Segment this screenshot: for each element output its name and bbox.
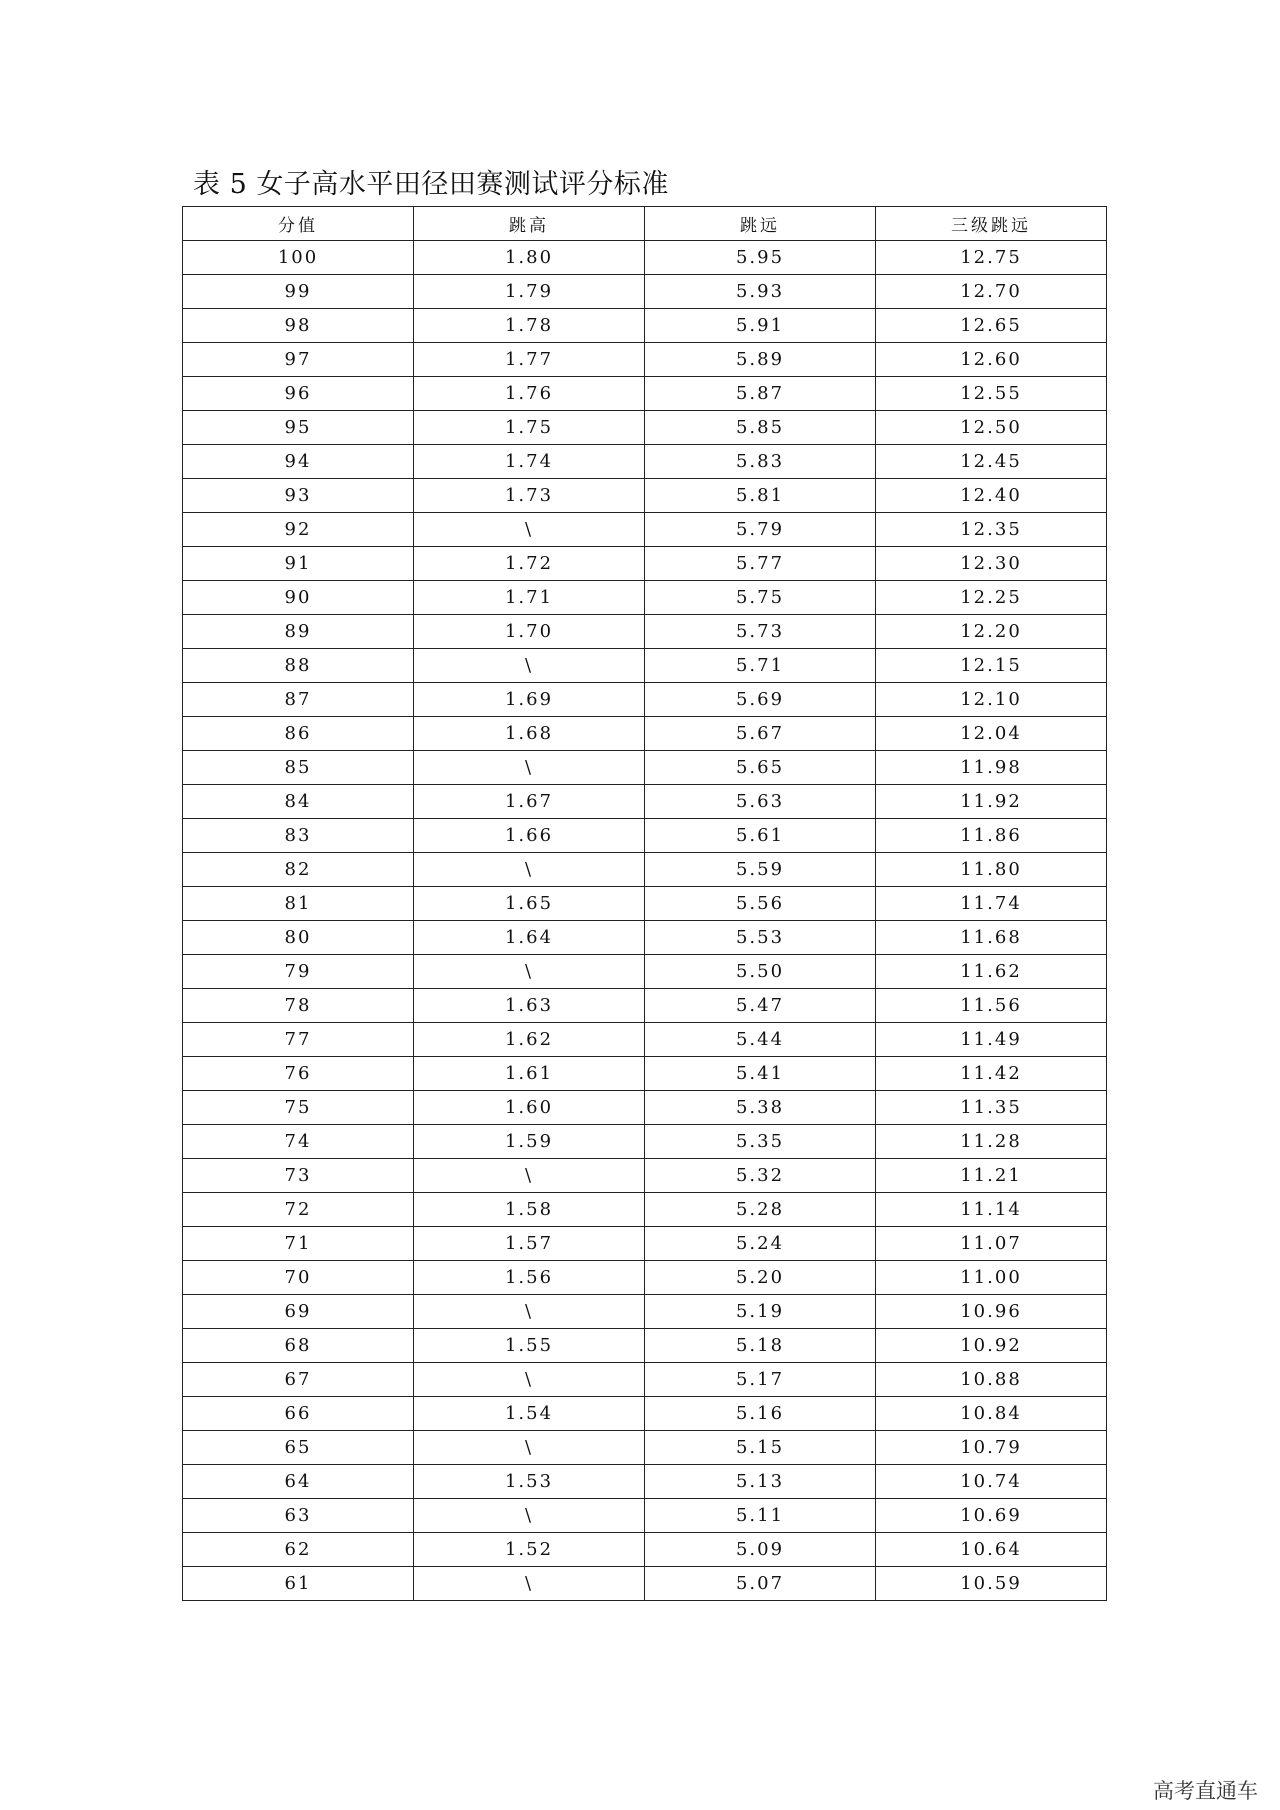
table-row <box>183 751 1107 785</box>
score-cell: 61 <box>183 1567 414 1601</box>
triple-jump-cell: 12.55 <box>876 377 1107 411</box>
triple-jump-cell: 12.20 <box>876 615 1107 649</box>
triple-jump-cell: 10.84 <box>876 1397 1107 1431</box>
score-cell: 81 <box>183 887 414 921</box>
high-jump-cell: 1.55 <box>414 1329 645 1363</box>
long-jump-cell: 5.16 <box>645 1397 876 1431</box>
long-jump-cell: 5.38 <box>645 1091 876 1125</box>
long-jump-cell: 5.53 <box>645 921 876 955</box>
table-caption: 表 5 女子高水平田径田赛测试评分标准 <box>193 169 669 200</box>
high-jump-cell: 1.80 <box>414 241 645 275</box>
high-jump-cell: \ <box>414 1295 645 1329</box>
long-jump-cell: 5.20 <box>645 1261 876 1295</box>
score-cell: 78 <box>183 989 414 1023</box>
score-cell: 84 <box>183 785 414 819</box>
triple-jump-cell: 10.74 <box>876 1465 1107 1499</box>
table-row <box>183 649 1107 683</box>
triple-jump-cell: 10.88 <box>876 1363 1107 1397</box>
long-jump-cell: 5.85 <box>645 411 876 445</box>
high-jump-cell: 1.73 <box>414 479 645 513</box>
long-jump-cell: 5.63 <box>645 785 876 819</box>
triple-jump-cell: 11.28 <box>876 1125 1107 1159</box>
long-jump-cell: 5.61 <box>645 819 876 853</box>
table-row <box>183 1023 1107 1057</box>
table-row <box>183 377 1107 411</box>
long-jump-cell: 5.35 <box>645 1125 876 1159</box>
high-jump-cell: 1.75 <box>414 411 645 445</box>
high-jump-cell: 1.71 <box>414 581 645 615</box>
table-row <box>183 1431 1107 1465</box>
triple-jump-cell: 12.60 <box>876 343 1107 377</box>
long-jump-cell: 5.56 <box>645 887 876 921</box>
triple-jump-cell: 12.35 <box>876 513 1107 547</box>
long-jump-cell: 5.89 <box>645 343 876 377</box>
triple-jump-cell: 12.25 <box>876 581 1107 615</box>
triple-jump-cell: 10.79 <box>876 1431 1107 1465</box>
high-jump-cell: \ <box>414 1567 645 1601</box>
long-jump-cell: 5.77 <box>645 547 876 581</box>
long-jump-cell: 5.15 <box>645 1431 876 1465</box>
header-triple-jump: 三级跳远 <box>876 207 1107 241</box>
score-cell: 95 <box>183 411 414 445</box>
long-jump-cell: 5.07 <box>645 1567 876 1601</box>
table-header-row <box>183 207 1107 241</box>
high-jump-cell: 1.65 <box>414 887 645 921</box>
long-jump-cell: 5.09 <box>645 1533 876 1567</box>
high-jump-cell: 1.72 <box>414 547 645 581</box>
table-row <box>183 581 1107 615</box>
table-row <box>183 241 1107 275</box>
high-jump-cell: 1.66 <box>414 819 645 853</box>
score-cell: 100 <box>183 241 414 275</box>
long-jump-cell: 5.41 <box>645 1057 876 1091</box>
long-jump-cell: 5.91 <box>645 309 876 343</box>
long-jump-cell: 5.73 <box>645 615 876 649</box>
high-jump-cell: 1.58 <box>414 1193 645 1227</box>
score-cell: 73 <box>183 1159 414 1193</box>
long-jump-cell: 5.69 <box>645 683 876 717</box>
high-jump-cell: 1.79 <box>414 275 645 309</box>
high-jump-cell: 1.53 <box>414 1465 645 1499</box>
triple-jump-cell: 11.21 <box>876 1159 1107 1193</box>
high-jump-cell: \ <box>414 955 645 989</box>
table-row <box>183 547 1107 581</box>
high-jump-cell: 1.62 <box>414 1023 645 1057</box>
high-jump-cell: 1.52 <box>414 1533 645 1567</box>
triple-jump-cell: 10.64 <box>876 1533 1107 1567</box>
triple-jump-cell: 12.30 <box>876 547 1107 581</box>
high-jump-cell: 1.69 <box>414 683 645 717</box>
triple-jump-cell: 11.14 <box>876 1193 1107 1227</box>
table-row <box>183 1499 1107 1533</box>
score-cell: 77 <box>183 1023 414 1057</box>
score-cell: 82 <box>183 853 414 887</box>
score-cell: 88 <box>183 649 414 683</box>
score-cell: 65 <box>183 1431 414 1465</box>
high-jump-cell: 1.63 <box>414 989 645 1023</box>
long-jump-cell: 5.81 <box>645 479 876 513</box>
score-cell: 72 <box>183 1193 414 1227</box>
table-row <box>183 853 1107 887</box>
high-jump-cell: \ <box>414 1363 645 1397</box>
high-jump-cell: \ <box>414 1431 645 1465</box>
table-row <box>183 1159 1107 1193</box>
score-cell: 98 <box>183 309 414 343</box>
table-row <box>183 1057 1107 1091</box>
table-row <box>183 785 1107 819</box>
triple-jump-cell: 11.80 <box>876 853 1107 887</box>
table-row <box>183 1295 1107 1329</box>
long-jump-cell: 5.18 <box>645 1329 876 1363</box>
table-row <box>183 275 1107 309</box>
triple-jump-cell: 12.70 <box>876 275 1107 309</box>
triple-jump-cell: 11.98 <box>876 751 1107 785</box>
triple-jump-cell: 12.75 <box>876 241 1107 275</box>
triple-jump-cell: 11.86 <box>876 819 1107 853</box>
high-jump-cell: 1.54 <box>414 1397 645 1431</box>
score-cell: 66 <box>183 1397 414 1431</box>
high-jump-cell: 1.78 <box>414 309 645 343</box>
score-cell: 83 <box>183 819 414 853</box>
score-cell: 79 <box>183 955 414 989</box>
long-jump-cell: 5.71 <box>645 649 876 683</box>
table-row <box>183 1363 1107 1397</box>
triple-jump-cell: 12.50 <box>876 411 1107 445</box>
high-jump-cell: 1.61 <box>414 1057 645 1091</box>
high-jump-cell: 1.67 <box>414 785 645 819</box>
high-jump-cell: \ <box>414 649 645 683</box>
watermark-text: 高考直通车 <box>1153 1779 1258 1803</box>
triple-jump-cell: 10.69 <box>876 1499 1107 1533</box>
score-cell: 70 <box>183 1261 414 1295</box>
triple-jump-cell: 11.68 <box>876 921 1107 955</box>
score-cell: 85 <box>183 751 414 785</box>
table-row <box>183 1329 1107 1363</box>
triple-jump-cell: 11.56 <box>876 989 1107 1023</box>
long-jump-cell: 5.17 <box>645 1363 876 1397</box>
long-jump-cell: 5.95 <box>645 241 876 275</box>
score-cell: 74 <box>183 1125 414 1159</box>
table-row <box>183 1193 1107 1227</box>
table-row <box>183 615 1107 649</box>
long-jump-cell: 5.83 <box>645 445 876 479</box>
high-jump-cell: \ <box>414 1159 645 1193</box>
scoring-table <box>182 206 1107 1601</box>
table-row <box>183 989 1107 1023</box>
table-row <box>183 1227 1107 1261</box>
table-row <box>183 955 1107 989</box>
long-jump-cell: 5.87 <box>645 377 876 411</box>
triple-jump-cell: 11.42 <box>876 1057 1107 1091</box>
triple-jump-cell: 12.65 <box>876 309 1107 343</box>
score-cell: 76 <box>183 1057 414 1091</box>
long-jump-cell: 5.44 <box>645 1023 876 1057</box>
high-jump-cell: 1.60 <box>414 1091 645 1125</box>
table-row <box>183 1397 1107 1431</box>
table-row <box>183 309 1107 343</box>
score-cell: 87 <box>183 683 414 717</box>
score-cell: 75 <box>183 1091 414 1125</box>
triple-jump-cell: 10.59 <box>876 1567 1107 1601</box>
table-row <box>183 411 1107 445</box>
score-cell: 68 <box>183 1329 414 1363</box>
table-row <box>183 1261 1107 1295</box>
table-row <box>183 1091 1107 1125</box>
score-cell: 92 <box>183 513 414 547</box>
table-row <box>183 921 1107 955</box>
score-cell: 91 <box>183 547 414 581</box>
score-cell: 67 <box>183 1363 414 1397</box>
high-jump-cell: \ <box>414 853 645 887</box>
long-jump-cell: 5.32 <box>645 1159 876 1193</box>
table-row <box>183 887 1107 921</box>
long-jump-cell: 5.67 <box>645 717 876 751</box>
triple-jump-cell: 11.92 <box>876 785 1107 819</box>
triple-jump-cell: 11.74 <box>876 887 1107 921</box>
long-jump-cell: 5.50 <box>645 955 876 989</box>
score-cell: 96 <box>183 377 414 411</box>
table-row <box>183 1465 1107 1499</box>
long-jump-cell: 5.47 <box>645 989 876 1023</box>
high-jump-cell: 1.57 <box>414 1227 645 1261</box>
table-row <box>183 819 1107 853</box>
table-row <box>183 717 1107 751</box>
score-cell: 62 <box>183 1533 414 1567</box>
score-cell: 71 <box>183 1227 414 1261</box>
triple-jump-cell: 12.45 <box>876 445 1107 479</box>
header-high-jump: 跳高 <box>414 207 645 241</box>
score-cell: 64 <box>183 1465 414 1499</box>
triple-jump-cell: 12.40 <box>876 479 1107 513</box>
triple-jump-cell: 11.35 <box>876 1091 1107 1125</box>
long-jump-cell: 5.59 <box>645 853 876 887</box>
header-long-jump: 跳远 <box>645 207 876 241</box>
triple-jump-cell: 11.07 <box>876 1227 1107 1261</box>
high-jump-cell: 1.59 <box>414 1125 645 1159</box>
table-body <box>183 241 1107 1601</box>
table-row <box>183 1533 1107 1567</box>
high-jump-cell: \ <box>414 513 645 547</box>
table-row <box>183 1125 1107 1159</box>
high-jump-cell: 1.74 <box>414 445 645 479</box>
long-jump-cell: 5.19 <box>645 1295 876 1329</box>
score-cell: 89 <box>183 615 414 649</box>
table-row <box>183 343 1107 377</box>
score-cell: 69 <box>183 1295 414 1329</box>
high-jump-cell: 1.56 <box>414 1261 645 1295</box>
high-jump-cell: 1.76 <box>414 377 645 411</box>
high-jump-cell: 1.70 <box>414 615 645 649</box>
long-jump-cell: 5.24 <box>645 1227 876 1261</box>
high-jump-cell: 1.77 <box>414 343 645 377</box>
long-jump-cell: 5.13 <box>645 1465 876 1499</box>
table-row <box>183 445 1107 479</box>
long-jump-cell: 5.28 <box>645 1193 876 1227</box>
score-cell: 90 <box>183 581 414 615</box>
score-cell: 99 <box>183 275 414 309</box>
header-score: 分值 <box>183 207 414 241</box>
table-row <box>183 683 1107 717</box>
high-jump-cell: \ <box>414 751 645 785</box>
long-jump-cell: 5.79 <box>645 513 876 547</box>
high-jump-cell: 1.68 <box>414 717 645 751</box>
score-cell: 63 <box>183 1499 414 1533</box>
triple-jump-cell: 12.10 <box>876 683 1107 717</box>
score-cell: 93 <box>183 479 414 513</box>
table-row <box>183 1567 1107 1601</box>
table-row <box>183 513 1107 547</box>
triple-jump-cell: 10.92 <box>876 1329 1107 1363</box>
triple-jump-cell: 12.04 <box>876 717 1107 751</box>
table-row <box>183 479 1107 513</box>
triple-jump-cell: 11.49 <box>876 1023 1107 1057</box>
score-cell: 97 <box>183 343 414 377</box>
high-jump-cell: \ <box>414 1499 645 1533</box>
triple-jump-cell: 11.00 <box>876 1261 1107 1295</box>
score-cell: 86 <box>183 717 414 751</box>
triple-jump-cell: 12.15 <box>876 649 1107 683</box>
triple-jump-cell: 11.62 <box>876 955 1107 989</box>
score-cell: 80 <box>183 921 414 955</box>
long-jump-cell: 5.65 <box>645 751 876 785</box>
score-cell: 94 <box>183 445 414 479</box>
long-jump-cell: 5.93 <box>645 275 876 309</box>
triple-jump-cell: 10.96 <box>876 1295 1107 1329</box>
high-jump-cell: 1.64 <box>414 921 645 955</box>
long-jump-cell: 5.11 <box>645 1499 876 1533</box>
long-jump-cell: 5.75 <box>645 581 876 615</box>
